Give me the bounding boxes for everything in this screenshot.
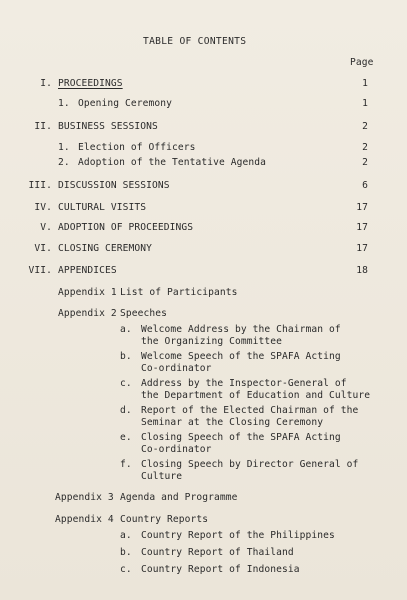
- subsection-title: Opening Ceremony: [78, 98, 173, 109]
- section-title: CULTURAL VISITS: [58, 202, 147, 213]
- section-title: ADOPTION OF PROCEEDINGS: [58, 222, 194, 233]
- page-number: 1: [362, 98, 368, 109]
- section-title: DISCUSSION SESSIONS: [58, 180, 170, 191]
- subsection-title: Adoption of the Tentative Agenda: [78, 157, 267, 168]
- section-number: V.: [40, 222, 52, 233]
- list-item-text: Report of the Elected Chairman of the: [141, 405, 359, 416]
- list-item-letter: c.: [120, 378, 132, 389]
- subsection-title: Election of Officers: [78, 142, 196, 153]
- section-title: CLOSING CEREMONY: [58, 243, 153, 254]
- page-column-header: Page: [350, 57, 374, 68]
- subsection-number: 2.: [58, 157, 70, 168]
- list-item-letter: d.: [120, 405, 132, 416]
- list-item-letter: b.: [120, 547, 132, 558]
- appendix-label: Appendix 2: [58, 308, 117, 319]
- list-item-text: Culture: [141, 471, 183, 482]
- appendix-label: Appendix 4: [55, 514, 114, 525]
- list-item-letter: f.: [120, 459, 132, 470]
- list-item-letter: b.: [120, 351, 132, 362]
- appendix-title: Agenda and Programme: [120, 492, 238, 503]
- subsection-number: 1.: [58, 142, 70, 153]
- list-item-text: Closing Speech of the SPAFA Acting: [141, 432, 341, 443]
- list-item-text: Country Report of Thailand: [141, 547, 294, 558]
- list-item-text: Country Report of Indonesia: [141, 564, 300, 575]
- list-item-text: Co-ordinator: [141, 444, 212, 455]
- list-item-text: Closing Speech by Director General of: [141, 459, 359, 470]
- appendix-title: Country Reports: [120, 514, 209, 525]
- list-item-text: Welcome Address by the Chairman of: [141, 324, 341, 335]
- section-number: III.: [28, 180, 52, 191]
- page-number: 2: [362, 157, 368, 168]
- appendix-label: Appendix 1: [58, 287, 117, 298]
- list-item-text: Co-ordinator: [141, 363, 212, 374]
- page-number: 1: [362, 78, 368, 89]
- list-item-text: the Department of Education and Culture: [141, 390, 371, 401]
- appendix-label: Appendix 3: [55, 492, 114, 503]
- section-number: II.: [34, 121, 52, 132]
- section-title: APPENDICES: [58, 265, 117, 276]
- list-item-text: Country Report of the Philippines: [141, 530, 335, 541]
- list-item-text: Welcome Speech of the SPAFA Acting: [141, 351, 341, 362]
- page-number: 17: [356, 243, 368, 254]
- section-number: VI.: [34, 243, 52, 254]
- list-item-letter: e.: [120, 432, 132, 443]
- section-number: IV.: [34, 202, 52, 213]
- section-number: I.: [40, 78, 52, 89]
- page-number: 18: [356, 265, 368, 276]
- section-number: VII.: [28, 265, 52, 276]
- page-number: 17: [356, 222, 368, 233]
- list-item-text: the Organizing Committee: [141, 336, 283, 347]
- section-title: PROCEEDINGS: [58, 78, 123, 89]
- list-item-letter: a.: [120, 324, 132, 335]
- page-number: 6: [362, 180, 368, 191]
- list-item-letter: a.: [120, 530, 132, 541]
- appendix-title: List of Participants: [120, 287, 238, 298]
- section-title: BUSINESS SESSIONS: [58, 121, 158, 132]
- subsection-number: 1.: [58, 98, 70, 109]
- list-item-text: Seminar at the Closing Ceremony: [141, 417, 324, 428]
- appendix-title: Speeches: [120, 308, 168, 319]
- page-number: 17: [356, 202, 368, 213]
- page-number: 2: [362, 121, 368, 132]
- page-title: TABLE OF CONTENTS: [143, 36, 247, 47]
- list-item-letter: c.: [120, 564, 132, 575]
- list-item-text: Address by the Inspector-General of: [141, 378, 347, 389]
- page-number: 2: [362, 142, 368, 153]
